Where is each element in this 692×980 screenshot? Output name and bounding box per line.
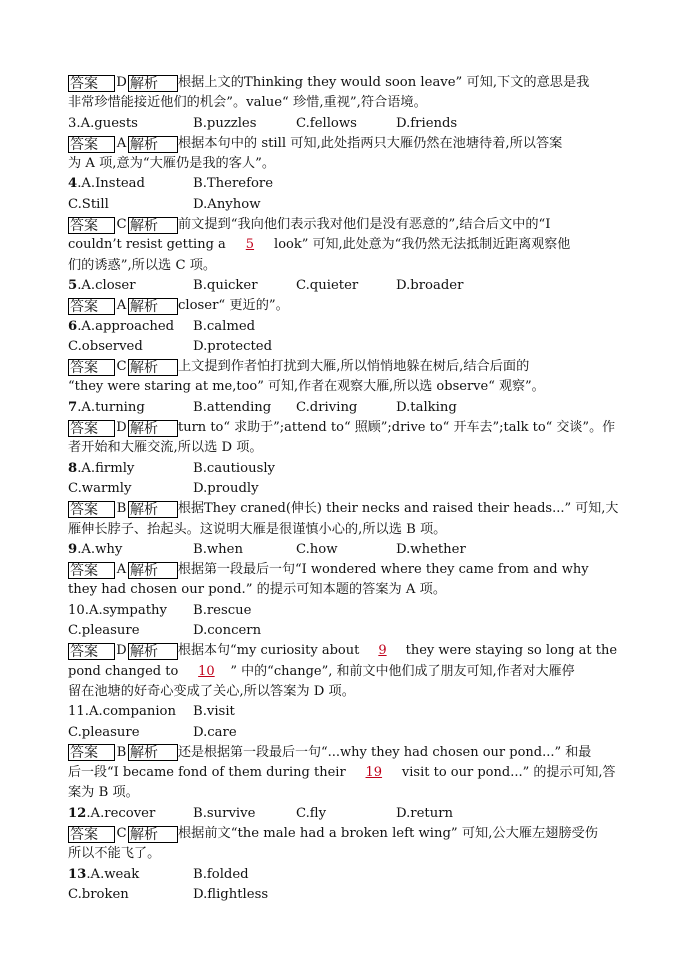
option-d: D.return (396, 805, 453, 821)
option-c: C.driving (296, 399, 358, 415)
document-body (68, 73, 624, 905)
option-b: B.cautiously (193, 460, 276, 476)
answer-label: 答案 (68, 501, 115, 518)
question-options (68, 601, 624, 621)
option-c: C.observed (68, 338, 143, 354)
analysis-text: “they were staring at me,too” 可知,作者在观察大雁,所以选 observe“ 观察”。 (68, 379, 545, 395)
answer-letter: D (116, 643, 127, 659)
answer-letter: A (116, 135, 127, 151)
option-a: .A.closer (77, 277, 136, 293)
analysis-text: 留在池塘的好奇心变成了关心,所以答案为 D 项。 (68, 683, 355, 699)
answer-row (68, 641, 624, 661)
analysis-text: 根据前文“the male had a broken left wing” 可知,公大雁左翅膀受伤 (178, 825, 598, 841)
option-c: C.warmly (68, 480, 132, 496)
analysis-text: 根据本句“my curiosity about 9 they were staying so long at the (178, 643, 617, 658)
analysis-text: closer“ 更近的”。 (178, 298, 289, 314)
option-b: B.visit (193, 704, 235, 720)
question-options (68, 317, 624, 337)
answer-row (68, 73, 624, 93)
option-d: D.Anyhow (193, 196, 261, 212)
option-c: C.fly (296, 805, 327, 821)
question-number: 5 (68, 277, 78, 293)
analysis-text: 案为 B 项。 (68, 785, 139, 801)
analysis-text: 还是根据第一段最后一句“...why they had chosen our pond...” 和最 (178, 744, 592, 760)
option-b: B.attending (193, 399, 272, 415)
answer-row (68, 824, 624, 844)
question-number: 7 (68, 399, 78, 415)
analysis-text: 者开始和大雁交流,所以选 D 项。 (68, 440, 263, 456)
answer-letter: C (116, 217, 127, 233)
analysis-label: 解析 (128, 298, 178, 315)
analysis-text: 为 A 项,意为“大雁仍是我的客人”。 (68, 156, 276, 172)
answer-row (68, 418, 624, 438)
analysis-text: 雁伸长脖子、抬起头。这说明大雁是很谨慎小心的,所以选 B 项。 (68, 521, 447, 537)
answer-letter: A (116, 298, 127, 314)
answer-letter: A (116, 562, 127, 578)
question-options (68, 885, 624, 905)
option-c: C.pleasure (68, 623, 140, 639)
answer-label: 答案 (68, 420, 115, 437)
question-number: 8 (68, 460, 78, 476)
option-c: C.broken (68, 886, 129, 902)
question-number: 13 (68, 866, 87, 882)
answer-row (68, 215, 624, 235)
option-b: B.rescue (193, 602, 252, 618)
option-a: .A.firmly (77, 460, 135, 476)
blank-number: 9 (378, 643, 387, 659)
analysis-text: 根据上文的Thinking they would soon leave” 可知,下文的意思是我 (178, 75, 590, 90)
question-number: 4 (68, 176, 78, 192)
option-b: B.folded (193, 866, 249, 882)
option-d: D.concern (193, 623, 262, 639)
option-c: C.Still (68, 196, 109, 212)
question-options (68, 195, 624, 215)
analysis-text: couldn’t resist getting a 5 look” 可知,此处意为“我仍然无法抵制近距离观察他 (68, 235, 624, 255)
option-a: .A.weak (86, 866, 140, 882)
option-b: B.Therefore (193, 176, 274, 192)
answer-row (68, 560, 624, 580)
option-c: C.fellows (296, 115, 357, 131)
question-options (68, 621, 624, 641)
option-d: D.protected (193, 338, 273, 354)
option-b: B.quicker (193, 277, 258, 293)
option-d: D.friends (396, 115, 458, 131)
option-d: D.flightless (193, 886, 269, 902)
blank-number: 19 (365, 765, 383, 781)
option-d: D.proudly (193, 480, 259, 496)
question-options (68, 174, 624, 194)
option-c: C.quieter (296, 277, 359, 293)
question-options (68, 804, 624, 824)
option-d: D.talking (396, 399, 457, 415)
analysis-label: 解析 (128, 826, 178, 843)
question-number: 10. (68, 602, 89, 618)
analysis-label: 解析 (128, 562, 178, 579)
analysis-label: 解析 (128, 359, 178, 376)
analysis-text: 所以不能飞了。 (68, 846, 161, 862)
answer-label: 答案 (68, 136, 115, 153)
analysis-label: 解析 (128, 744, 178, 761)
option-a: A.companion (88, 704, 176, 720)
analysis-label: 解析 (128, 136, 178, 153)
question-options (68, 337, 624, 357)
analysis-text: 根据第一段最后一句“I wondered where they came from and why (178, 562, 589, 578)
answer-label: 答案 (68, 217, 115, 234)
question-number: 9 (68, 541, 78, 557)
option-b: B.when (193, 541, 243, 557)
option-a: A.sympathy (88, 602, 167, 618)
answer-letter: B (116, 501, 127, 517)
answer-row (68, 357, 624, 377)
analysis-text: turn to“ 求助于”;attend to“ 照顾”;drive to“ 开车去”;talk to“ 交谈”。作 (178, 420, 616, 436)
question-options (68, 702, 624, 722)
answer-label: 答案 (68, 744, 115, 761)
answer-letter: D (116, 420, 127, 436)
analysis-text: 后一段“I became fond of them during their 19 visit to our pond...” 的提示可知,答 (68, 763, 624, 783)
answer-label: 答案 (68, 298, 115, 315)
question-number: 6 (68, 318, 78, 334)
analysis-text: 上文提到作者怕打扰到大雁,所以悄悄地躲在树后,结合后面的 (178, 359, 530, 375)
analysis-text: they had chosen our pond.” 的提示可知本题的答案为 A 项。 (68, 582, 447, 598)
option-a: .A.recover (86, 805, 156, 821)
question-options (68, 459, 624, 479)
analysis-label: 解析 (128, 217, 178, 234)
blank-number: 5 (245, 237, 255, 253)
answer-row (68, 743, 624, 763)
question-options (68, 723, 624, 743)
option-d: D.care (193, 724, 237, 740)
answer-label: 答案 (68, 826, 115, 843)
question-options (68, 398, 624, 418)
answer-row (68, 296, 624, 316)
answer-label: 答案 (68, 643, 115, 660)
option-a: .A.approached (77, 318, 175, 334)
answer-label: 答案 (68, 562, 115, 579)
option-d: D.whether (396, 541, 466, 557)
analysis-text: 非常珍惜能接近他们的机会”。value“ 珍惜,重视”,符合语境。 (68, 95, 427, 111)
analysis-label: 解析 (128, 501, 178, 518)
option-d: D.broader (396, 277, 464, 293)
analysis-label: 解析 (128, 420, 178, 437)
option-a: .A.Instead (77, 176, 145, 192)
analysis-text: 们的诱惑”,所以选 C 项。 (68, 257, 217, 273)
question-number: 11. (68, 704, 89, 720)
question-options (68, 114, 624, 134)
answer-row (68, 134, 624, 154)
answer-letter: C (116, 825, 127, 841)
answer-label: 答案 (68, 359, 115, 376)
answer-letter: B (116, 744, 127, 760)
analysis-label: 解析 (128, 75, 178, 92)
option-c: C.pleasure (68, 724, 140, 740)
answer-row (68, 499, 624, 519)
analysis-label: 解析 (128, 643, 178, 660)
option-c: C.how (296, 541, 338, 557)
question-options (68, 479, 624, 499)
option-b: B.puzzles (193, 115, 257, 131)
option-b: B.survive (193, 805, 256, 821)
analysis-text: pond changed to 10 ” 中的“change”, 和前文中他们成了朋友可知,作者对大雁停 (68, 662, 624, 682)
answer-letter: C (116, 359, 127, 375)
option-b: B.calmed (193, 318, 256, 334)
analysis-text: 前文提到“我向他们表示我对他们是没有恶意的”,结合后文中的“I (178, 217, 551, 233)
answer-label: 答案 (68, 75, 115, 92)
option-a: A.guests (80, 115, 138, 131)
option-a: .A.why (77, 541, 123, 557)
blank-number: 10 (198, 663, 215, 679)
analysis-text: 根据本句中的 still 可知,此处指两只大雁仍然在池塘待着,所以答案 (178, 135, 563, 151)
question-options (68, 865, 624, 885)
question-options (68, 540, 624, 560)
question-number: 3. (68, 115, 81, 131)
question-number: 12 (68, 805, 87, 821)
option-a: .A.turning (77, 399, 145, 415)
question-options (68, 276, 624, 296)
answer-letter: D (116, 75, 127, 90)
analysis-text: 根据They craned(伸长) their necks and raised their heads...” 可知,大 (178, 501, 619, 517)
